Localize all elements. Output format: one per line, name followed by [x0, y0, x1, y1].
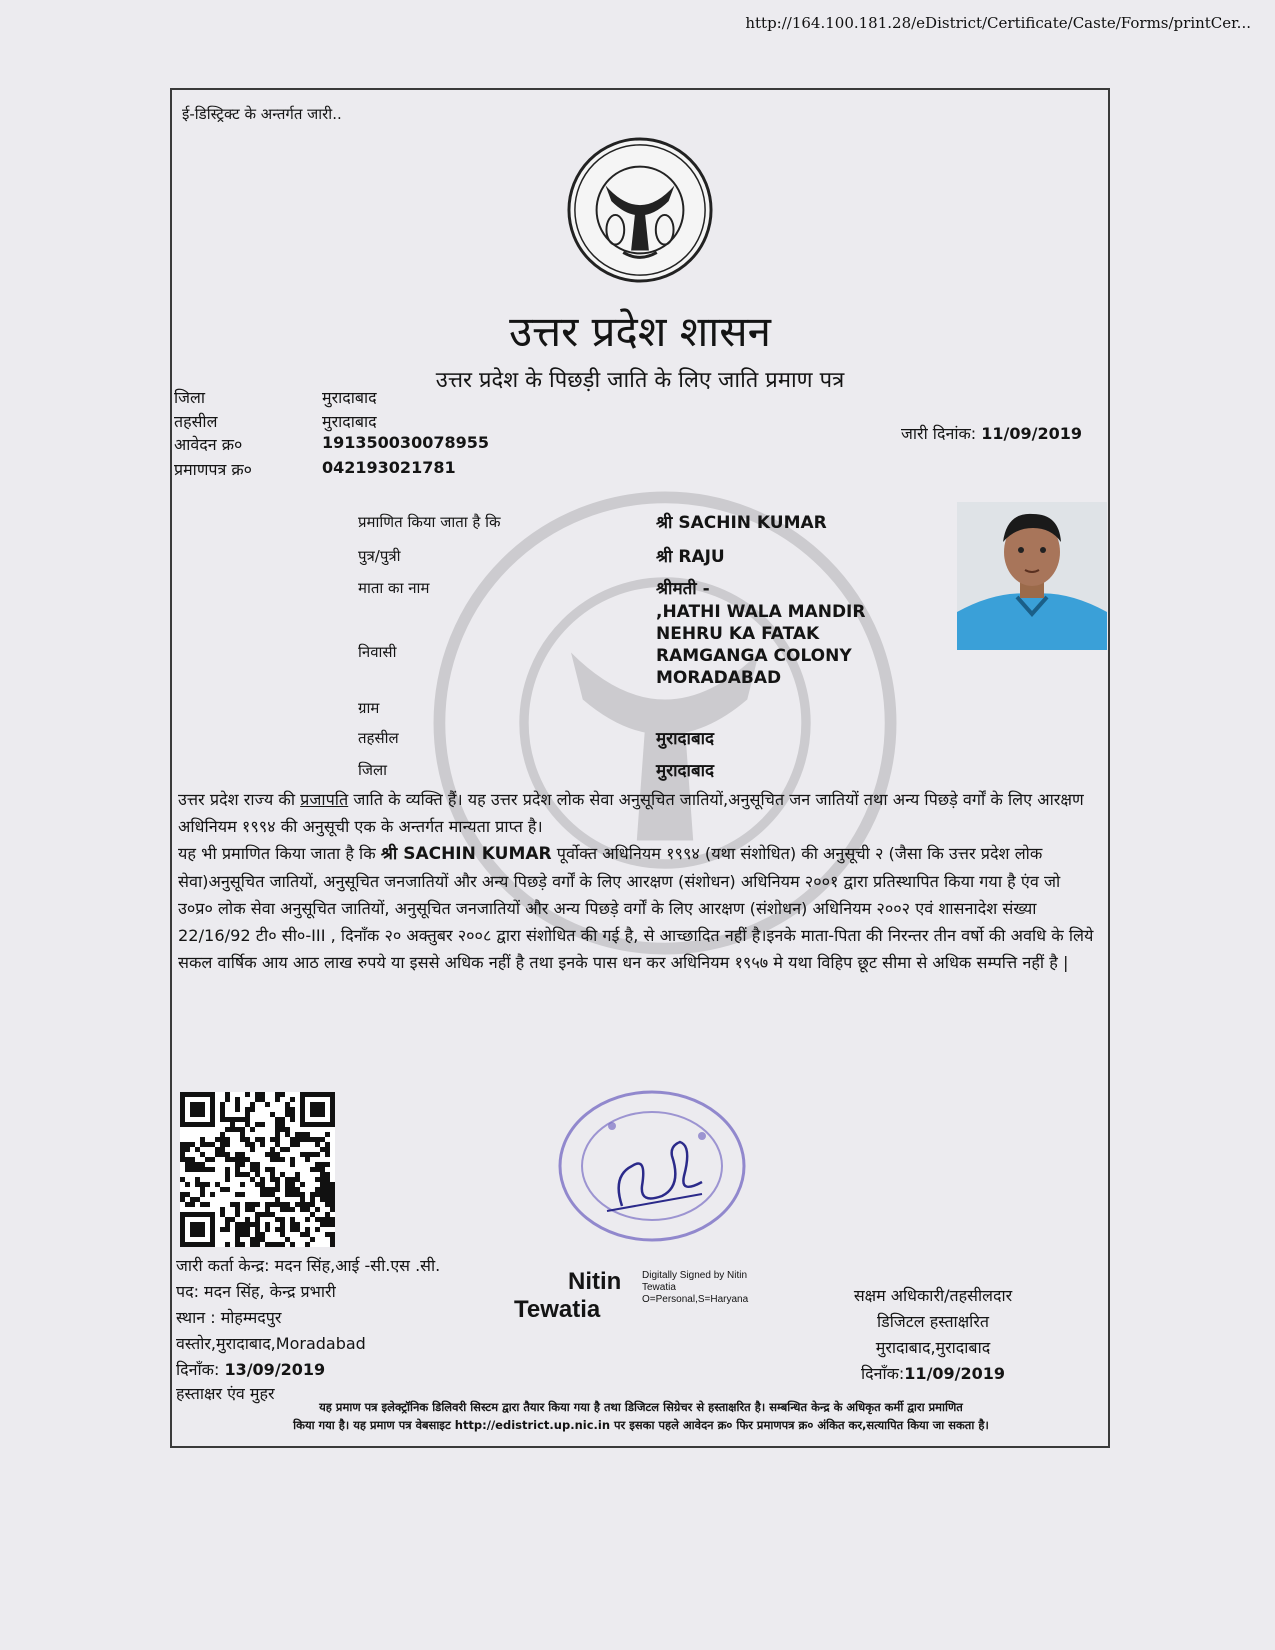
issuer-sign-label: हस्ताक्षर एंव मुहर: [176, 1384, 275, 1403]
mother-name: श्रीमती -: [656, 579, 710, 599]
district-label: जिला: [174, 388, 206, 407]
father-label: पुत्र/पुत्री: [358, 547, 401, 565]
digital-sign-line-2: Tewatia: [642, 1282, 676, 1293]
caste-name: प्रजापति: [300, 790, 349, 809]
application-number: 191350030078955: [322, 433, 489, 452]
certified-label: प्रमाणित किया जाता है कि: [358, 513, 501, 531]
verification-footnote: [176, 1398, 1106, 1434]
issuer-place: स्थान : मोहम्मदपुर: [176, 1308, 282, 1327]
certificate-number-label: प्रमाणपत्र क्र०: [174, 460, 252, 479]
caste-paragraph: [178, 786, 1098, 840]
lokvani-seal-stamp-icon: [552, 1086, 752, 1246]
authority-date: [818, 1362, 1048, 1384]
district-value: मुरादाबाद: [322, 388, 377, 407]
authority-date-value: 11/09/2019: [904, 1364, 1006, 1383]
application-label: आवेदन क्र०: [174, 435, 243, 454]
footnote-line-2: किया गया है। यह प्रमाण पत्र वेबसाइट http://edistrict.up.nic.in पर इसका पहले आवेदन क्र० फिर प्रमाणपत्र क्र० अंकित कर,सत्यापित किया जा सकता है।: [293, 1418, 989, 1432]
issue-date-value: 11/09/2019: [981, 424, 1082, 443]
authority-place: मुरादाबाद,मुरादाबाद: [875, 1338, 991, 1357]
detail-tehsil-label: तहसील: [358, 729, 399, 747]
government-title: उत्तर प्रदेश शासन: [509, 307, 771, 356]
mother-label: माता का नाम: [358, 579, 430, 597]
signer-first-name: Nitin: [568, 1268, 622, 1295]
address-line-1: ,HATHI WALA MANDIR: [656, 602, 866, 622]
issuer-place-2: वस्तोर,मुरादाबाद,Moradabad: [176, 1334, 366, 1353]
address-line-2: NEHRU KA FATAK: [656, 624, 820, 644]
issuer-date-value: 13/09/2019: [224, 1360, 326, 1379]
address-line-4: MORADABAD: [656, 668, 782, 688]
address-line-3: RAMGANGA COLONY: [656, 646, 852, 666]
footnote-line-1: यह प्रमाण पत्र इलेक्ट्रॉनिक डिलिवरी सिस्टम द्वारा तैयार किया गया है तथा डिजिटल सिग्रेचर से हस्ताक्षरित है। सम्बन्धित केन्द्र के अधिकृत कर्मी द्वारा प्रमाणित: [319, 1400, 963, 1414]
digital-sign-line-3: O=Personal,S=Haryana: [642, 1294, 749, 1305]
tehsil-label: तहसील: [174, 412, 218, 431]
detail-district-value: मुरादाबाद: [656, 761, 715, 781]
applicant-photo: [957, 502, 1107, 650]
qr-code-icon: [180, 1092, 335, 1247]
caste-paragraph-end: जाति के व्यक्ति हैं। यह उत्तर प्रदेश लोक सेवा अनुसूचित जातियों,अनुसूचित जन जातियों तथा अन्य पिछड़े वर्गों के लिए आरक्षण अधिनियम १९९४ की अनुसूची एक के अन्तर्गत मान्यता प्राप्त है।: [178, 790, 1084, 836]
resident-label: निवासी: [358, 643, 397, 661]
issued-under-note: ई-डिस्ट्रिक्ट के अन्तर्गत जारी..: [182, 105, 342, 123]
village-label: ग्राम: [358, 699, 380, 717]
up-government-emblem-icon: [566, 136, 714, 284]
issuer-date-label: दिनाँक:: [176, 1360, 225, 1379]
page-url: http://164.100.181.28/eDistrict/Certificate/Caste/Forms/printCer...: [745, 14, 1251, 32]
detail-tehsil-value: मुरादाबाद: [656, 729, 715, 749]
certificate-title: उत्तर प्रदेश के पिछड़ी जाति के लिए जाति प्रमाण पत्र: [435, 368, 845, 393]
issue-date-label: जारी दिनांक:: [901, 424, 977, 443]
creamy-paragraph-start: यह भी प्रमाणित किया जाता है कि: [178, 844, 381, 863]
digital-sign-line-1: Digitally Signed by Nitin: [642, 1270, 748, 1281]
authority-date-label: दिनाँक:: [860, 1364, 905, 1383]
issuer-post: पद: मदन सिंह, केन्द्र प्रभारी: [176, 1282, 336, 1301]
issuer-centre: जारी कर्ता केन्द्र: मदन सिंह,आई -सी.एस .सी.: [176, 1256, 441, 1275]
creamy-paragraph-end: पूर्वोक्त अधिनियम १९९४ (यथा संशोधित) की अनुसूची २ (जैसा कि उत्तर प्रदेश लोक सेवा)अनुसूचित जातियों, अनुसूचित जनजातियों और अन्य पिछड़े वर्गों के लिए आरक्षण (संशोधन) अधिनियम २००१ द्वारा प्रतिस्थापित किया गया है एंव जो उ०प्र० लोक सेवा अनुसूचित जातियों, अनुसूचित जनजातियों और अन्य पिछड़े वर्गों के लिए आरक्षण (संशोधन) अधिनियम २००२ एवं शासनादेश संख्या 22/16/92 टी० सी०-III , दिनाँक २० अक्तुबर २००८ द्वारा संशोधित की गई है, से आच्छादित नहीं है।इनके माता-पिता की निरन्तर तीन वर्षो की अवधि के लिये सकल वार्षिक आय आठ लाख रुपये या इससे अधिक नहीं है तथा इनके पास धन कर अधिनियम १९५७ मे यथा विहिप छूट सीमा से अधिक सम्पत्ति नहीं है |: [178, 844, 1094, 972]
certificate-frame: [170, 88, 1110, 1448]
caste-paragraph-start: उत्तर प्रदेश राज्य की: [178, 790, 301, 809]
tehsil-value: मुरादाबाद: [322, 412, 377, 431]
issue-date: [901, 422, 1082, 444]
father-name: श्री RAJU: [656, 547, 725, 567]
creamy-layer-paragraph: [178, 840, 1098, 976]
creamy-paragraph-name: श्री SACHIN KUMAR: [380, 844, 552, 864]
applicant-name: श्री SACHIN KUMAR: [656, 513, 827, 533]
issuer-date: [176, 1358, 325, 1380]
signer-last-name: Tewatia: [514, 1296, 601, 1323]
certificate-number: 042193021781: [322, 458, 456, 477]
detail-district-label: जिला: [358, 761, 388, 779]
authority-title: सक्षम अधिकारी/तहसीलदार: [853, 1286, 1013, 1305]
authority-digital: डिजिटल हस्ताक्षरित: [877, 1312, 989, 1331]
